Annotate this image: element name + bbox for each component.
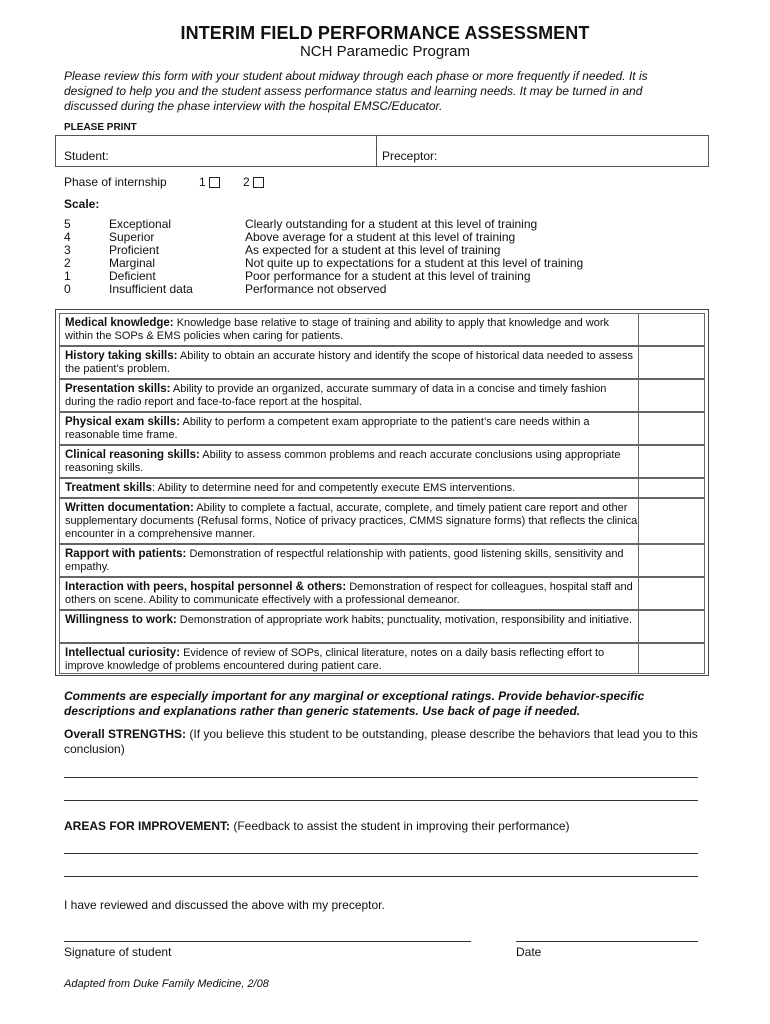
criteria-title: Interaction with peers, hospital personnel & others: <box>65 581 347 593</box>
criteria-row-rapport <box>59 544 705 577</box>
criteria-row-clinical-reasoning <box>59 445 705 478</box>
criteria-description <box>65 482 640 495</box>
phase-1-checkbox[interactable] <box>209 177 220 188</box>
criteria-description <box>65 383 640 409</box>
student-signature-line[interactable] <box>64 941 471 942</box>
criteria-title: Intellectual curiosity: <box>65 647 181 659</box>
scale-score: 1 <box>64 269 71 283</box>
rating-cell[interactable] <box>638 611 704 642</box>
strengths-label: Overall STRENGTHS: <box>64 727 187 741</box>
scale-name: Exceptional <box>109 217 172 231</box>
criteria-detail: : Ability to determine need for and competently execute EMS interventions. <box>151 482 516 494</box>
rating-cell[interactable] <box>638 479 704 497</box>
criteria-description <box>65 548 640 574</box>
criteria-row-medical-knowledge <box>59 313 705 346</box>
rating-cell[interactable] <box>638 347 704 378</box>
date-label: Date <box>516 945 542 959</box>
criteria-description <box>65 449 640 475</box>
criteria-row-physical-exam <box>59 412 705 445</box>
criteria-detail: Ability to complete a factual, accurate, complete, and timely patient care report and other supplementary documents (Refusal forms, Notice of privacy practices, CMMS signature forms) that reflects the clinical encounter in a comprehensive manner. <box>65 502 640 540</box>
scale-name: Superior <box>109 230 155 244</box>
scale-name: Proficient <box>109 243 160 257</box>
scale-name: Marginal <box>109 256 156 270</box>
review-statement: I have reviewed and discussed the above with my preceptor. <box>64 898 385 912</box>
criteria-title: Presentation skills: <box>65 383 171 395</box>
scale-description: Performance not observed <box>245 282 387 296</box>
scale-score: 3 <box>64 243 71 257</box>
criteria-detail: Ability to assess common problems and reach accurate conclusions using appropriate reasoning skills. <box>65 449 621 474</box>
criteria-description <box>65 581 640 607</box>
comments-note: Comments are especially important for any marginal or exceptional ratings. Provide behavior-specific descriptions and explanations rather than generic statements. Use back of page if needed. <box>64 689 645 718</box>
scale-description: Poor performance for a student at this level of training <box>245 269 531 283</box>
scale-description: Clearly outstanding for a student at this level of training <box>245 217 538 231</box>
criteria-row-treatment <box>59 478 705 498</box>
improvement-line-2[interactable] <box>64 876 698 877</box>
scale-name: Insufficient data <box>109 282 193 296</box>
criteria-description <box>65 647 640 673</box>
rating-cell[interactable] <box>638 413 704 444</box>
phase-label: Phase of internship <box>64 175 167 189</box>
criteria-description <box>65 416 640 442</box>
criteria-detail: Ability to perform a competent exam appropriate to the patient’s care needs within a reasonable time frame. <box>65 416 590 441</box>
improvement-line-1[interactable] <box>64 853 698 854</box>
program-subtitle: NCH Paramedic Program <box>299 43 471 60</box>
criteria-detail: Demonstration of appropriate work habits; punctuality, motivation, responsibility and initiative. <box>176 614 633 626</box>
criteria-row-presentation <box>59 379 705 412</box>
scale-description: Above average for a student at this level of training <box>245 230 516 244</box>
student-signature-label: Signature of student <box>64 945 172 959</box>
criteria-description <box>65 317 640 343</box>
date-line[interactable] <box>516 941 698 942</box>
criteria-title: Rapport with patients: <box>65 548 187 560</box>
criteria-title: Treatment skills <box>65 482 152 494</box>
criteria-row-willingness <box>59 610 705 643</box>
phase-option-1-label: 1 <box>199 175 206 189</box>
rating-cell[interactable] <box>638 545 704 576</box>
criteria-detail: Ability to provide an organized, accurate summary of data in a concise and timely fashion during the radio report and face-to-face report at the hospital. <box>65 383 607 408</box>
scale-name: Deficient <box>109 269 156 283</box>
criteria-title: Willingness to work: <box>65 614 177 626</box>
preceptor-name-field[interactable]: Preceptor: <box>382 149 438 163</box>
criteria-description <box>65 614 640 627</box>
criteria-table <box>55 309 709 676</box>
criteria-detail: Demonstration of respectful relationship with patients, good listening skills, sensitivity and empathy. <box>65 548 624 573</box>
criteria-row-written-documentation <box>59 498 705 544</box>
footer-attribution: Adapted from Duke Family Medicine, 2/08 <box>64 978 269 990</box>
criteria-detail: Demonstration of respect for colleagues, hospital staff and others on scene. Ability to communicate effectively with a professional demeanor. <box>65 581 633 606</box>
criteria-description <box>65 502 640 541</box>
scale-score: 5 <box>64 217 71 231</box>
phase-option-2-label: 2 <box>243 175 250 189</box>
rating-cell[interactable] <box>638 314 704 345</box>
scale-description: As expected for a student at this level of training <box>245 243 501 257</box>
criteria-title: Written documentation: <box>65 502 194 514</box>
form-title: INTERIM FIELD PERFORMANCE ASSESSMENT <box>180 23 590 43</box>
rating-cell[interactable] <box>638 446 704 477</box>
name-fields-box <box>55 135 709 167</box>
strengths-line-1[interactable] <box>64 777 698 778</box>
criteria-description <box>65 350 640 376</box>
criteria-title: Medical knowledge: <box>65 317 174 329</box>
criteria-title: Physical exam skills: <box>65 416 181 428</box>
criteria-detail: Knowledge base relative to stage of training and ability to apply that knowledge and work within the SOPs & EMS policies when caring for patients. <box>65 317 610 342</box>
criteria-row-history-taking <box>59 346 705 379</box>
rating-cell[interactable] <box>638 499 704 543</box>
scale-label: Scale: <box>64 197 100 211</box>
improvement-label: AREAS FOR IMPROVEMENT: <box>64 819 231 833</box>
scale-score: 4 <box>64 230 71 244</box>
scale-score: 2 <box>64 256 71 270</box>
improvement-instructions: (Feedback to assist the student in improving their performance) <box>230 819 570 833</box>
intro-instructions: Please review this form with your student about midway through each phase or more frequently if needed. It is designed to help you and the student assess performance status and learning needs. It may be turned in and discussed during the phase interview with the hospital EMSC/Educator. <box>64 69 648 113</box>
strengths-line-2[interactable] <box>64 800 698 801</box>
strengths-instructions: (If you believe this student to be outstanding, please describe the behaviors that lead you to this conclusion) <box>64 727 698 756</box>
please-print-label: PLEASE PRINT <box>64 122 137 133</box>
rating-cell[interactable] <box>638 380 704 411</box>
name-fields-divider <box>376 136 377 166</box>
criteria-detail: Evidence of review of SOPs, clinical literature, notes on a daily basis reflecting effort to improve knowledge of problems encountered during patient care. <box>65 647 605 672</box>
scale-score: 0 <box>64 282 71 296</box>
phase-option-1[interactable] <box>199 175 220 189</box>
rating-cell[interactable] <box>638 578 704 609</box>
phase-option-2[interactable] <box>243 175 264 189</box>
strengths-prompt <box>64 727 714 757</box>
phase-2-checkbox[interactable] <box>253 177 264 188</box>
scale-description: Not quite up to expectations for a student at this level of training <box>245 256 584 270</box>
criteria-title: History taking skills: <box>65 350 178 362</box>
criteria-title: Clinical reasoning skills: <box>65 449 200 461</box>
improvement-prompt <box>64 819 570 833</box>
criteria-row-curiosity <box>59 643 705 674</box>
rating-cell[interactable] <box>638 644 704 673</box>
student-name-field[interactable]: Student: <box>64 149 109 163</box>
criteria-row-interaction <box>59 577 705 610</box>
criteria-detail: Ability to obtain an accurate history and identify the scope of historical data needed to assess the patient’s problem. <box>65 350 634 375</box>
